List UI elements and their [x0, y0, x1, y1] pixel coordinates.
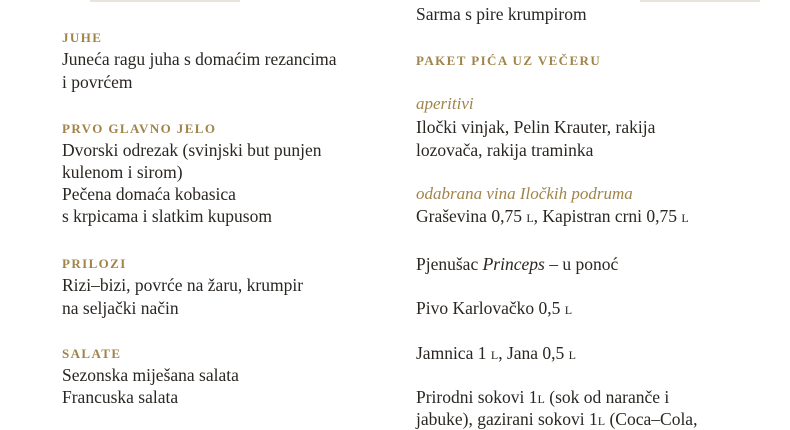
clipped-top-decoration-left — [90, 0, 240, 2]
menu-line: Juneća ragu juha s domaćim rezancima — [62, 49, 337, 69]
menu-line-sarma: Sarma s pire krumpirom — [416, 4, 587, 24]
menu-line: na seljački način — [62, 298, 179, 318]
menu-line-voda: Jamnica 1 l, Jana 0,5 l — [416, 343, 577, 363]
menu-line: i povrćem — [62, 72, 133, 92]
section-heading-paket-pica: PAKET PIĆA UZ VEČERU — [416, 53, 602, 68]
clipped-top-decoration-right — [640, 0, 760, 2]
menu-line: Rizi–bizi, povrće na žaru, krumpir — [62, 275, 304, 295]
menu-line: Pečena domaća kobasica — [62, 184, 236, 204]
menu-line-pjenusac: Pjenušac Princeps – u ponoć — [416, 254, 619, 274]
section-heading-juhe: JUHE — [62, 30, 103, 45]
menu-line: Iločki vinjak, Pelin Krauter, rakija — [416, 117, 656, 137]
subheading-vina: odabrana vina Iločkih podruma — [416, 184, 633, 203]
menu-line: s krpicama i slatkim kupusom — [62, 206, 272, 226]
section-heading-salate: SALATE — [62, 346, 122, 361]
menu-line: Francuska salata — [62, 387, 179, 407]
menu-line-pivo: Pivo Karlovačko 0,5 l — [416, 298, 573, 318]
menu-line-sokovi-1: Prirodni sokovi 1l (sok od naranče i — [416, 387, 670, 407]
section-heading-prvo-glavno-jelo: PRVO GLAVNO JELO — [62, 121, 217, 136]
menu-line: kulenom i sirom) — [62, 162, 183, 182]
menu-line: Dvorski odrezak (svinjski but punjen — [62, 140, 322, 160]
section-heading-prilozi: PRILOZI — [62, 256, 127, 271]
menu-line: lozovača, rakija traminka — [416, 140, 594, 160]
menu-line-vina: Graševina 0,75 l, Kapistran crni 0,75 l — [416, 206, 689, 226]
menu-line: Sezonska miješana salata — [62, 365, 239, 385]
menu-line-sokovi-2: jabuke), gazirani sokovi 1l (Coca–Cola, — [416, 409, 698, 429]
subheading-aperitivi: aperitivi — [416, 94, 474, 113]
